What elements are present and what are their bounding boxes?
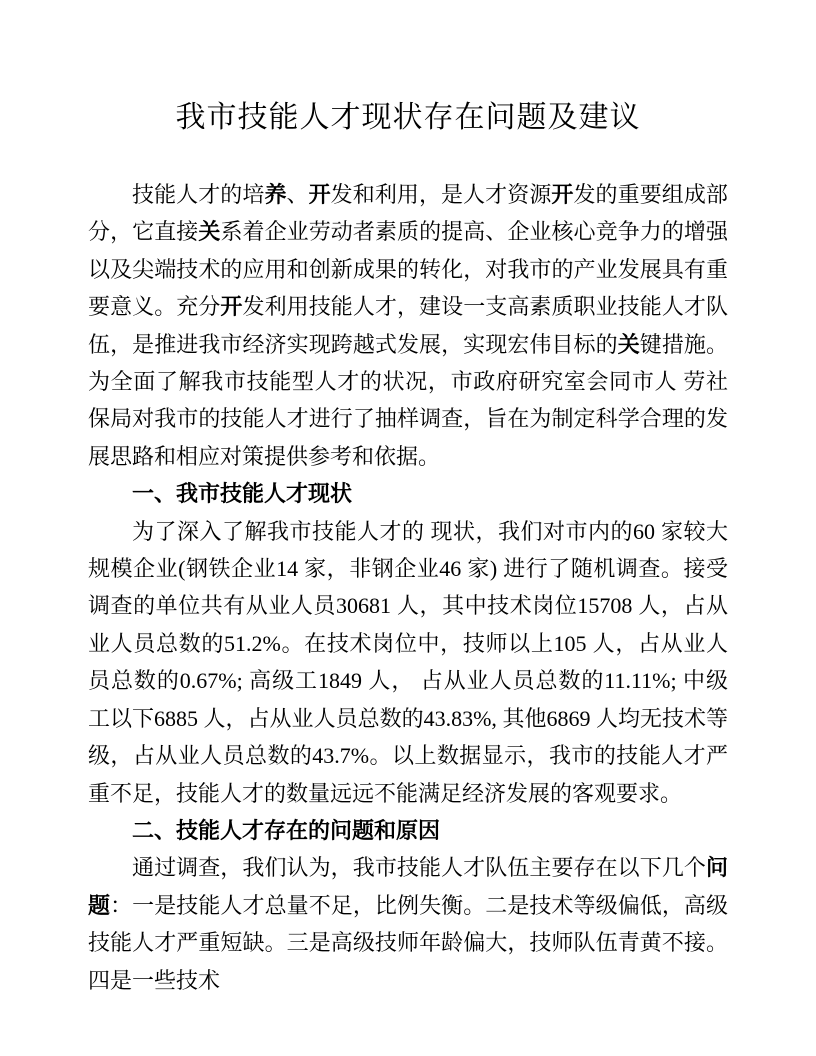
document-title: 我市技能人才现状存在问题及建议: [175, 101, 641, 134]
intro-paragraph: [88, 176, 728, 475]
text-run: 通过调查，我们认为，我市技能人才队伍主要存在以下几个: [132, 855, 706, 881]
text-run: 、: [286, 182, 309, 207]
text-run: 系着企业劳动者素质的提高、企业核心竞争力的增强以及尖端技术的应用和创新成果的转化，对我市的产业发展具有重要意义。充分: [88, 219, 728, 320]
text-run: 发的重要组成部分，它直接: [88, 182, 728, 245]
bold-text-run: 开: [220, 294, 243, 320]
bold-text-run: 开: [308, 182, 331, 207]
section-2-paragraph: [88, 849, 728, 999]
text-run: ：一是技能人才总量不足，比例失衡。二是技术等级偏低，高级技能人才严重短缺。三是高级技师年龄偏大，技师队伍青黄不接。四是一些技术: [88, 892, 728, 993]
bold-text-run: 二、技能人才存在的问题和原因: [132, 817, 441, 843]
bold-text-run: 关: [198, 219, 221, 245]
text-run: 发利用技能人才，建设一支高素质职业技能人才队伍，是推进我市经济实现跨越式发展，实现宏伟目标的: [88, 294, 728, 357]
document-body: [88, 176, 728, 999]
bold-text-run: 问题: [88, 855, 728, 918]
section-2-heading: [88, 812, 728, 849]
section-1-paragraph: [88, 513, 728, 812]
bold-text-run: 养: [264, 182, 287, 207]
text-run: 发和利用，是人才资源: [330, 182, 552, 207]
bold-text-run: 关: [617, 331, 640, 357]
section-1-heading: [88, 475, 728, 512]
text-run: 键措施。为全面了解我市技能型人才的状况，市政府研究室会同市人 劳社保局对我市的技能人才进行了抽样调查，旨在为制定科学合理的发展思路和相应对策提供参考和依据。: [88, 331, 728, 469]
bold-text-run: 开: [551, 182, 574, 207]
bold-text-run: 一、我市技能人才现状: [132, 481, 353, 507]
text-run: 技能人才的培: [132, 182, 265, 207]
text-run: 为了深入了解我市技能人才的 现状，我们对市内的60 家较大规模企业(钢铁企业14 家，非钢企业46 家) 进行了随机调查。接受调查的单位共有从业人员30681 人，其中技术岗位15708 人，占从业人员总数的51.2%。在技术岗位中，技师以上105 人，占从业人员总数的0.67%; 高级工1849 人， 占从业人员总数的11.11%; 中级工以下6885 人，占从业人员总数的43.83%, 其他6869 人均无技术等级，占从业人员总数的43.7%。以上数据显示，我市的技能人才严重不足，技能人才的数量远远不能满足经济发展的客观要求。: [88, 518, 728, 806]
